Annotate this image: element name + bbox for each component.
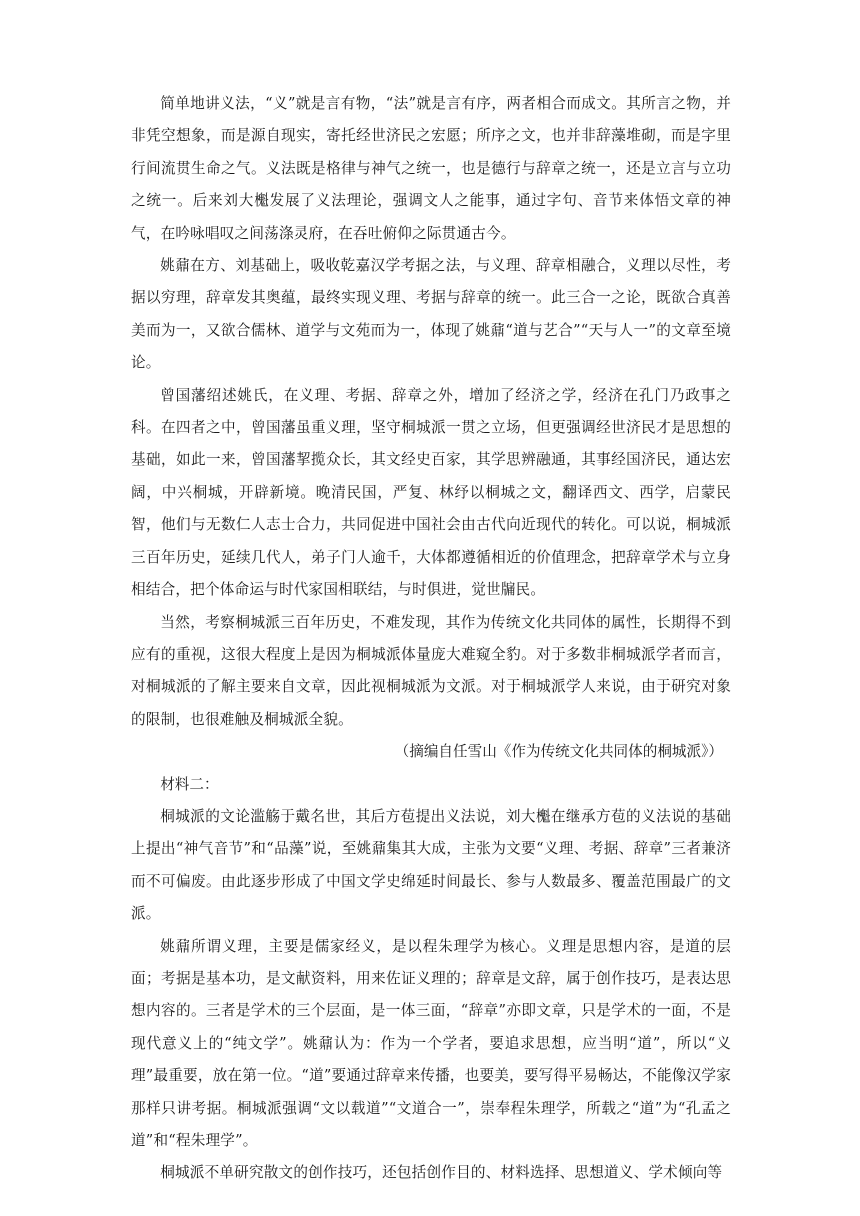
paragraph-yili: 姚鼐所谓义理，主要是儒家经义，是以程朱理学为核心。义理是思想内容，是道的层面；考据是基本功，是文献资料，用来佐证义理的；辞章是文辞，属于创作技巧，是表达思想内容的。三者是学术的三个层面，是一体三面，“辞章”亦即文章，只是学术的一面，不是现代意义上的“纯文学”。姚鼐认为：作为一个学者，要追求思想，应当明“道”，所以“义理”最重要，放在第一位。“道”要通过辞章来传播，也要美，要写得平易畅达，不能像汉学家那样只讲考据。桐城派强调“文以载道”“文道合一”，崇奉程朱理学，所载之“道”为“孔孟之道”和“程朱理学”。 [131, 937, 731, 1149]
paragraph-wenlun: 桐城派的文论滥觞于戴名世，其后方苞提出义法说，刘大櫆在继承方苞的义法说的基础上提出“神气音节”和“品藻”说，至姚鼐集其大成，主张为文要“义理、考据、辞章”三者兼济而不可偏废。由此逐步形成了中国文学史绵延时间最长、参与人数最多、覆盖范围最广的文派。 [131, 807, 731, 923]
material-two-heading: 材料二： [160, 775, 219, 793]
source-citation: （摘编自任雪山《作为传统文化共同体的桐城派》） [394, 743, 723, 761]
paragraph-yaonai: 姚鼐在方、刘基础上，吸收乾嘉汉学考据之法，与义理、辞章相融合，义理以尽性，考据以穷理，辞章发其奥蕴，最终实现义理、考据与辞章的统一。此三合一之论，既欲合真善美而为一，又欲合儒林、道学与文苑而为一，体现了姚鼐“道与艺合”“天与人一”的文章至境论。 [131, 257, 731, 372]
paragraph-tongcheng-attribute: 当然，考察桐城派三百年历史，不难发现，其作为传统文化共同体的属性，长期得不到应有的重视，这很大程度上是因为桐城派体量庞大难窥全豹。对于多数非桐城派学者而言，对桐城派的了解主要来自文章，因此视桐城派为文派。对于桐城派学人来说，由于研究对象的限制，也很难触及桐城派全貌。 [131, 613, 731, 728]
paragraph-yifa: 简单地讲义法，“义”就是言有物，“法”就是言有序，两者相合而成文。其所言之物，并非凭空想象，而是源自现实，寄托经世济民之宏愿；所序之文，也并非辞藻堆砌，而是字里行间流贯生命之气。义法既是格律与神气之统一，也是德行与辞章之统一，还是立言与立功之统一。后来刘大櫆发展了义法理论，强调文人之能事，通过字句、音节来体悟文章的神气，在吟咏唱叹之间荡涤灵府，在吞吐俯仰之际贯通古今。 [131, 95, 731, 242]
document-body [131, 88, 731, 1190]
paragraph-creation: 桐城派不单研究散文的创作技巧，还包括创作目的、材料选择、思想道义、学术倾向等 [160, 1164, 723, 1182]
paragraph-zengguofan: 曾国藩绍述姚氏，在义理、考据、辞章之外，增加了经济之学，经济在孔门乃政事之科。在四者之中，曾国藩虽重义理，坚守桐城派一贯之立场，但更强调经世济民才是思想的基础，如此一来，曾国藩挈揽众长，其文经史百家，其学思辨融通，其事经国济民，通达宏阔，中兴桐城，开辟新境。晚清民国，严复、林纾以桐城之文，翻译西文、西学，启蒙民智，他们与无数仁人志士合力，共同促进中国社会由古代向近现代的转化。可以说，桐城派三百年历史，延续几代人，弟子门人逾千，大体都遵循相近的价值理念，把辞章学术与立身相结合，把个体命运与时代家国相联结，与时俱进，觉世牖民。 [131, 386, 731, 599]
